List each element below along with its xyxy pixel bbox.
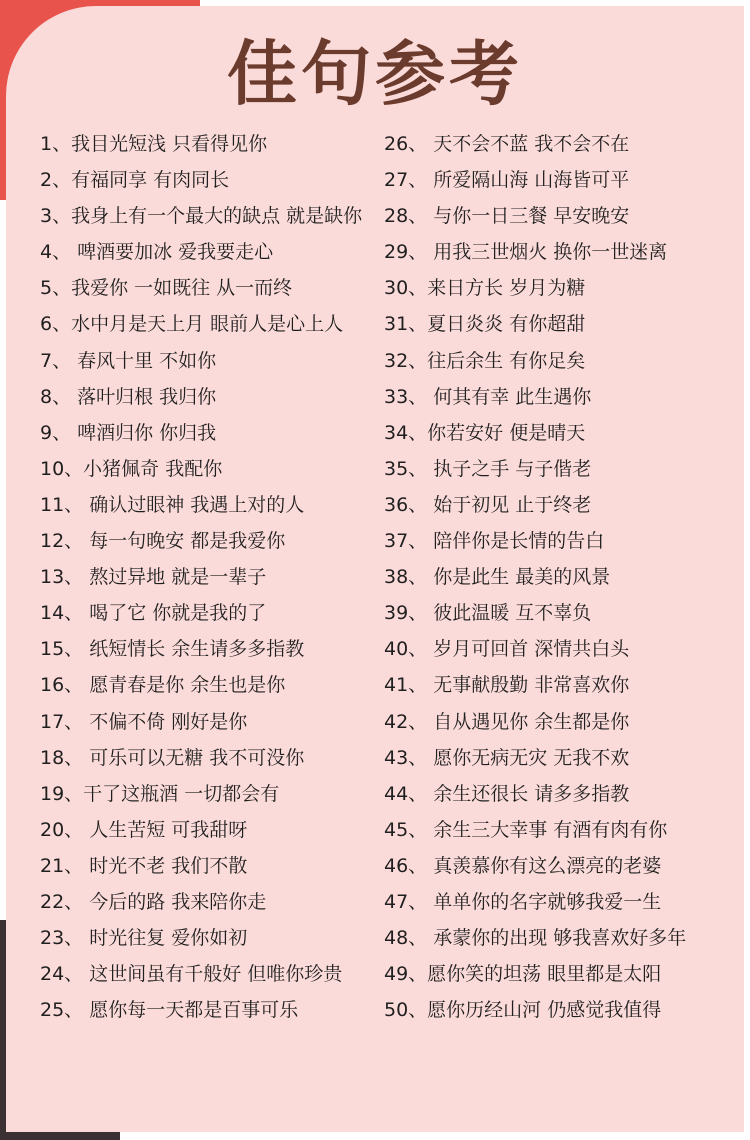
quote-item: 39、 彼此温暖 互不辜负 xyxy=(384,602,592,625)
quote-item: 34、你若安好 便是晴天 xyxy=(384,421,586,444)
quote-item: 48、 承蒙你的出现 够我喜欢好多年 xyxy=(384,927,687,950)
quote-item: 30、来日方长 岁月为糖 xyxy=(384,277,586,300)
quote-item: 21、 时光不老 我们不散 xyxy=(40,854,248,877)
page-title: 佳句参考 xyxy=(227,33,523,115)
quote-item: 18、 可乐可以无糖 我不可没你 xyxy=(40,746,305,769)
quote-item: 37、 陪伴你是长情的告白 xyxy=(384,530,605,553)
quote-item: 47、 单单你的名字就够我爱一生 xyxy=(384,890,662,913)
right-column xyxy=(384,126,734,1028)
quote-item: 33、 何其有幸 此生遇你 xyxy=(384,385,592,408)
quote-item: 5、我爱你 一如既往 从一而终 xyxy=(40,277,293,300)
quote-item: 15、 纸短情长 余生请多多指教 xyxy=(40,638,305,661)
quote-item: 9、 啤酒归你 你归我 xyxy=(40,421,217,444)
quote-item: 8、 落叶归根 我归你 xyxy=(40,385,217,408)
quote-item: 25、 愿你每一天都是百事可乐 xyxy=(40,999,299,1022)
quote-item: 12、 每一句晚安 都是我爱你 xyxy=(40,530,286,553)
quote-item: 41、 无事献殷勤 非常喜欢你 xyxy=(384,674,630,697)
quote-item: 24、 这世间虽有千般好 但唯你珍贵 xyxy=(40,963,343,986)
quote-item: 19、干了这瓶酒 一切都会有 xyxy=(40,782,280,805)
quote-item: 28、 与你一日三餐 早安晚安 xyxy=(384,205,630,228)
quote-item: 32、往后余生 有你足矣 xyxy=(384,349,586,372)
quote-item: 31、夏日炎炎 有你超甜 xyxy=(384,313,586,336)
quote-item: 1、我目光短浅 只看得见你 xyxy=(40,133,268,155)
quote-item: 35、 执子之手 与子偕老 xyxy=(384,457,592,480)
quote-item: 4、 啤酒要加冰 爱我要走心 xyxy=(40,241,274,264)
quote-item: 10、小猪佩奇 我配你 xyxy=(40,457,223,480)
quote-item: 14、 喝了它 你就是我的了 xyxy=(40,602,267,625)
quote-item: 45、 余生三大幸事 有酒有肉有你 xyxy=(384,818,668,841)
quote-item: 16、 愿青春是你 余生也是你 xyxy=(40,674,286,697)
quote-item: 11、 确认过眼神 我遇上对的人 xyxy=(40,493,305,516)
quote-item: 40、 岁月可回首 深情共白头 xyxy=(384,638,630,661)
quote-item: 7、 春风十里 不如你 xyxy=(40,349,217,372)
left-column xyxy=(40,126,375,1028)
quote-item: 44、 余生还很长 请多多指教 xyxy=(384,782,630,805)
quote-item: 2、有福同享 有肉同长 xyxy=(40,169,230,192)
quote-item: 46、 真羡慕你有这么漂亮的老婆 xyxy=(384,854,662,877)
quote-item: 42、 自从遇见你 余生都是你 xyxy=(384,710,630,733)
quote-item: 49、愿你笑的坦荡 眼里都是太阳 xyxy=(384,963,662,986)
quote-item: 22、 今后的路 我来陪你走 xyxy=(40,890,267,913)
quote-item: 23、 时光往复 爱你如初 xyxy=(40,927,248,950)
quote-item: 17、 不偏不倚 刚好是你 xyxy=(40,710,248,733)
quote-item: 3、我身上有一个最大的缺点 就是缺你 xyxy=(40,205,363,228)
quote-item: 13、 熬过异地 就是一辈子 xyxy=(40,566,267,589)
quote-item: 43、 愿你无病无灾 无我不欢 xyxy=(384,746,630,769)
quote-item: 27、 所爱隔山海 山海皆可平 xyxy=(384,169,630,192)
quote-item: 29、 用我三世烟火 换你一世迷离 xyxy=(384,241,668,264)
quote-item: 38、 你是此生 最美的风景 xyxy=(384,566,611,589)
quote-item: 36、 始于初见 止于终老 xyxy=(384,493,592,516)
quote-item: 50、愿你历经山河 仍感觉我值得 xyxy=(384,999,662,1022)
quote-item: 20、 人生苦短 可我甜呀 xyxy=(40,818,248,841)
quote-item: 6、水中月是天上月 眼前人是心上人 xyxy=(40,313,344,336)
quote-item: 26、 天不会不蓝 我不会不在 xyxy=(384,133,630,155)
